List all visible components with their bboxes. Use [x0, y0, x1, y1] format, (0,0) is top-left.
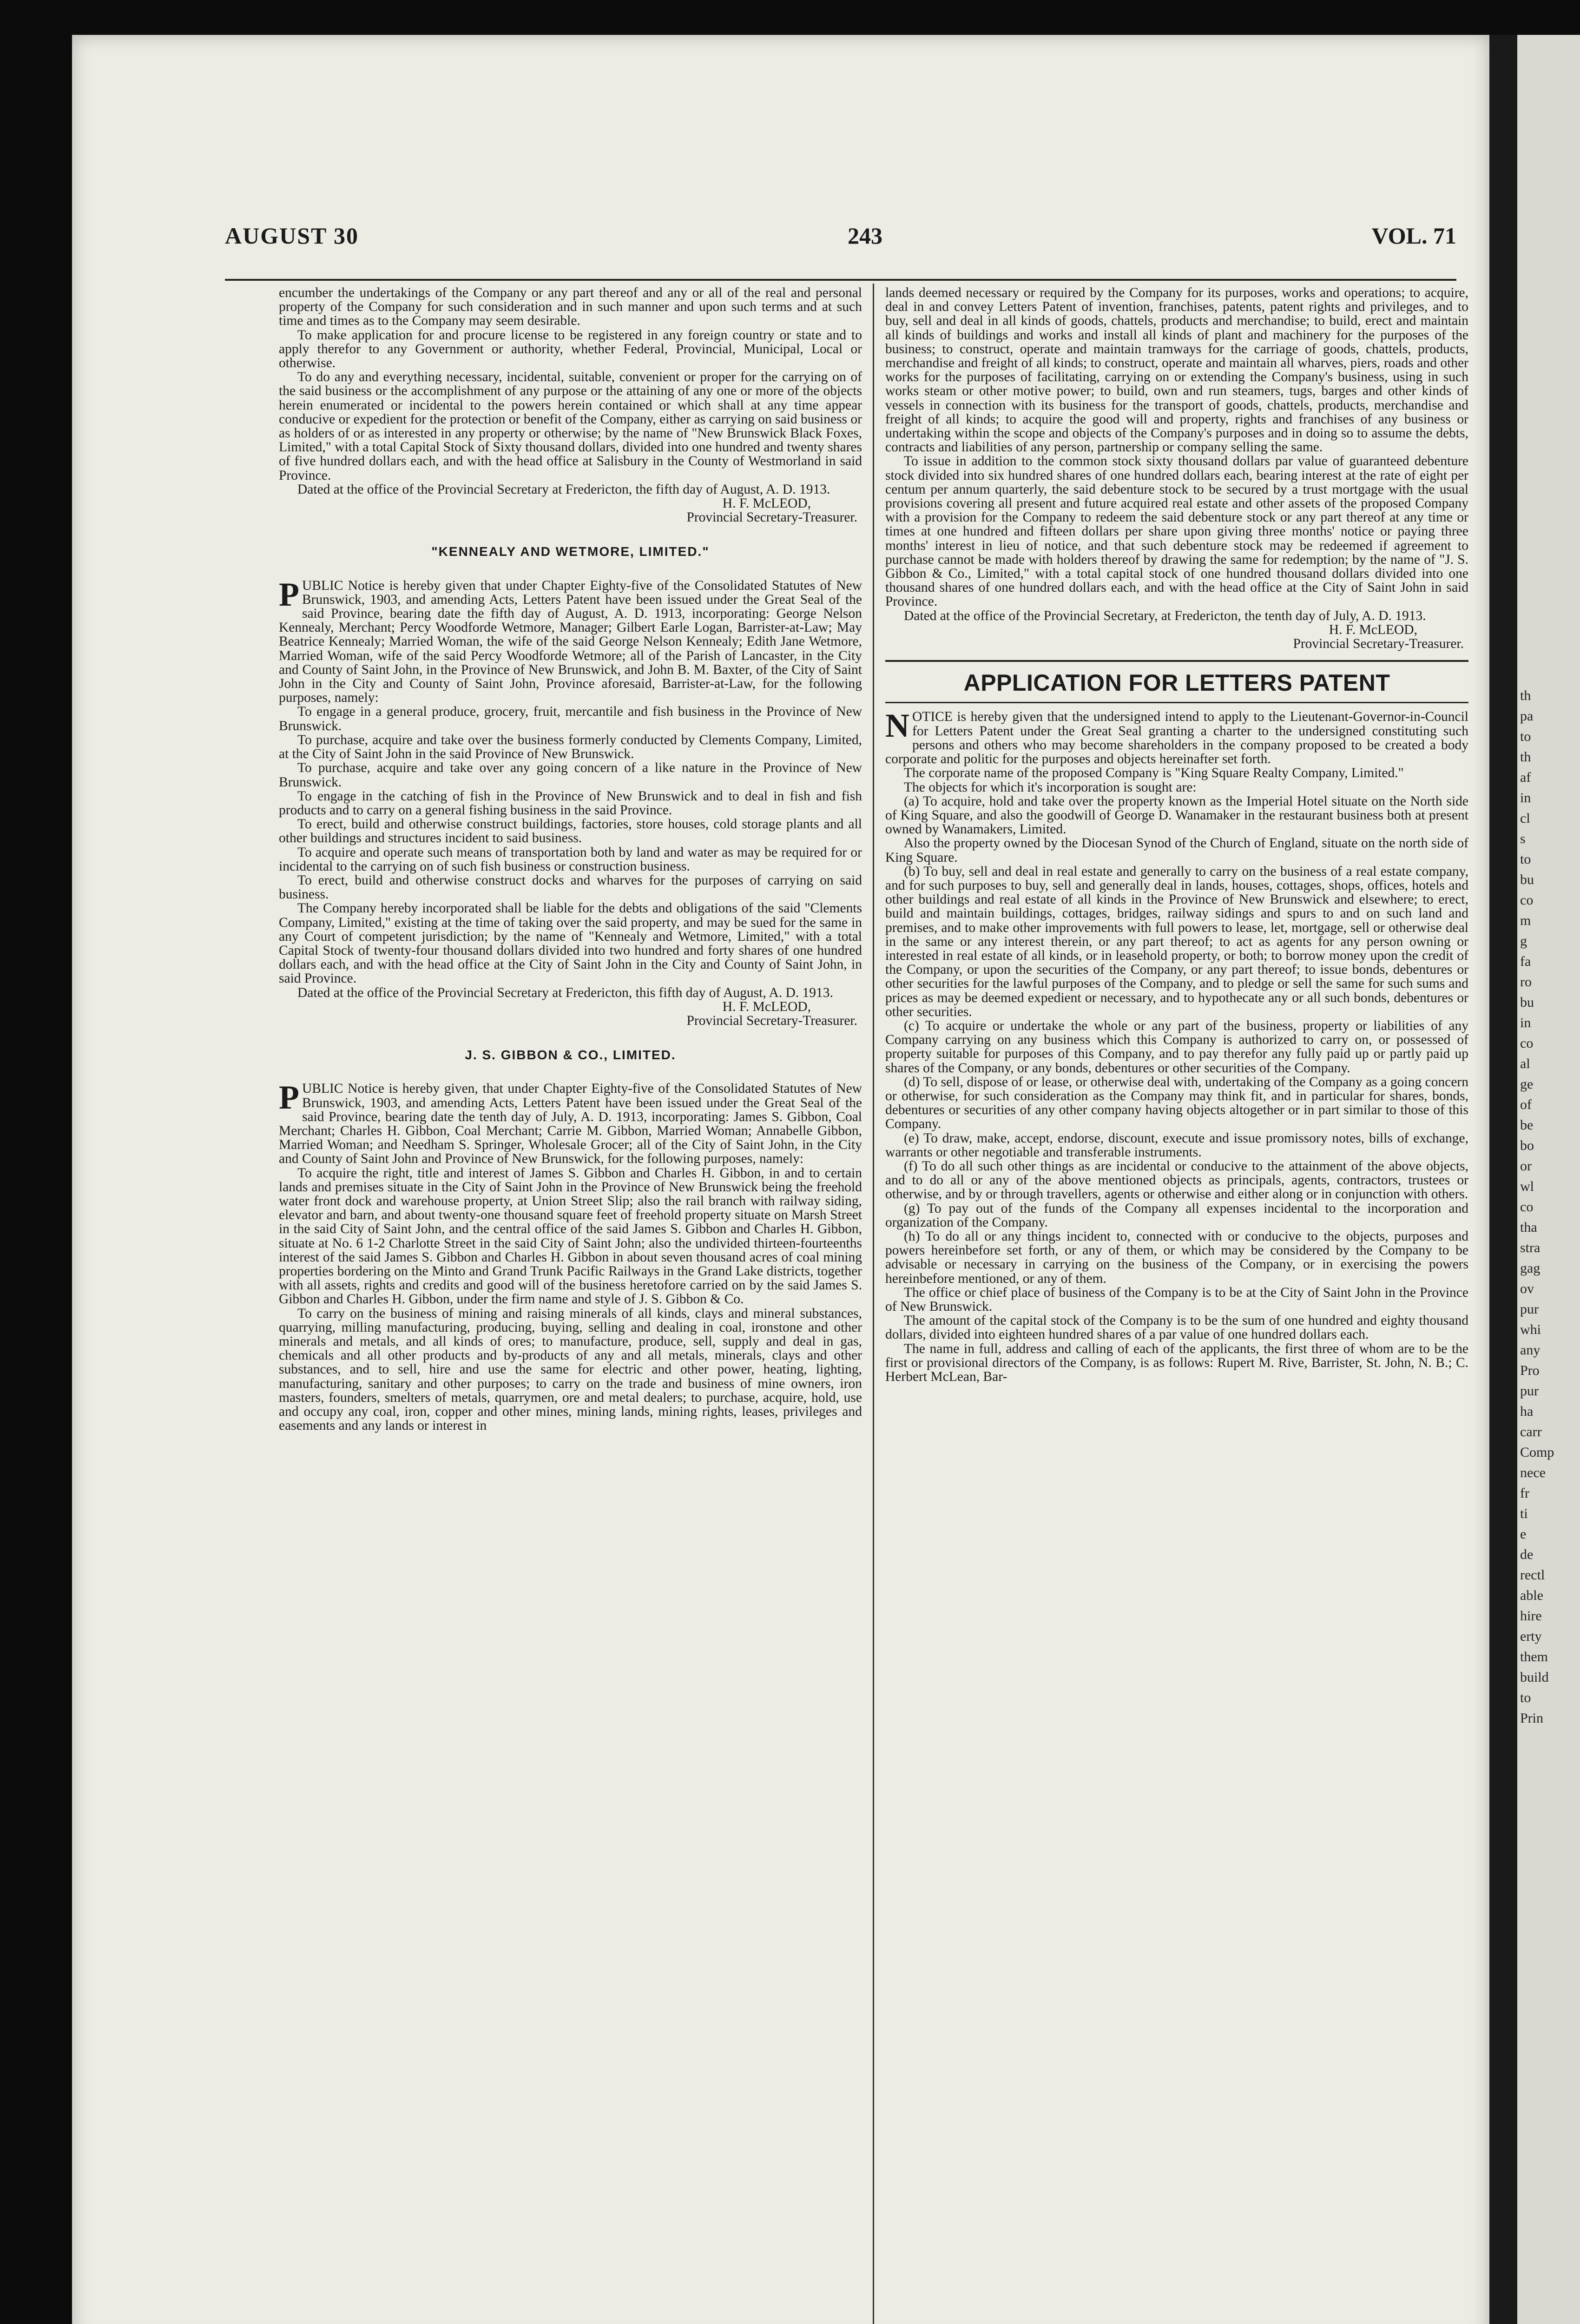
- next-page-fragment: af: [1520, 770, 1531, 785]
- next-page-fragment: rectl: [1520, 1567, 1545, 1583]
- next-page-fragment: hire: [1520, 1608, 1542, 1624]
- next-page-fragment: stra: [1520, 1240, 1540, 1255]
- notice-paragraph: (g) To pay out of the funds of the Company all expenses incidental to the incorporation and organization of the Company.: [885, 1201, 1468, 1230]
- kennealy-first-paragraph: [279, 575, 862, 706]
- next-page-fragment: Prin: [1520, 1710, 1544, 1726]
- next-page-fragment: fr: [1520, 1486, 1529, 1501]
- kennealy-paragraph: To erect, build and otherwise construct docks and wharves for the purposes of carrying on said business.: [279, 872, 862, 902]
- next-page-fragment: wl: [1520, 1179, 1534, 1194]
- next-page-fragment: ha: [1520, 1404, 1534, 1419]
- next-page-fragment: in: [1520, 1015, 1531, 1030]
- next-page-fragment: of: [1520, 1097, 1532, 1112]
- column-divider: [873, 284, 874, 2324]
- next-page-fragment: de: [1520, 1547, 1534, 1562]
- header-rule: [225, 279, 1456, 281]
- next-page-spacer: [1517, 35, 1580, 686]
- next-page-fragment: ov: [1520, 1281, 1534, 1296]
- signature-block-3: [885, 623, 1468, 651]
- kennealy-paragraph: To erect, build and otherwise construct buildings, factories, store houses, cold storage plants and all other buildings and structures incident to said business.: [279, 817, 862, 846]
- notice-paragraph: The amount of the capital stock of the Company is to be the sum of one hundred and eighty thousand dollars, divided into eighteen hundred shares of a par value of one hundred dollars each.: [885, 1313, 1468, 1342]
- next-page-fragment: m: [1520, 913, 1531, 928]
- signatory-name: H. F. McLEOD,: [1329, 622, 1417, 637]
- intro-paragraph-4: Dated at the office of the Provincial Secretary at Fredericton, the fifth day of August, A. D. 1913.: [297, 482, 830, 497]
- next-page-fragment: to: [1520, 729, 1531, 744]
- notice-paragraph: (d) To sell, dispose of or lease, or otherwise deal with, undertaking of the Company as a going concern or otherwise, for such consideration as the Company may think fit, and in particular for shares, bonds, debentures or securities of any other company having objects altogether or in part similar to those of this Company.: [885, 1074, 1468, 1132]
- page-number: 243: [848, 223, 882, 249]
- next-page-fragment: to: [1520, 1690, 1531, 1705]
- gibbon-continued-paragraph: lands deemed necessary or required by the Company for its purposes, works and operations; to acquire, deal in and convey Letters Patent of invention, franchises, patents, patent rights and privileges, and to buy, sell and deal in all kinds of goods, chattels, products and merchandise; to build, erect and maintain all kinds of buildings and works and install all kinds of plant and machinery for the purposes of the business; to construct, operate and maintain tramways for the carriage of goods, chattels, products, merchandise and freight of all kinds; to construct, operate and maintain all wharves, piers, roads and other works for the purposes of facilitating, carrying on or extending the Company's business, using in such works steam or other motive power; to build, own and run steamers, tugs, barges and other kinds of vessels in connection with its business for the transport of goods, chattels, products, merchandise and freight of all kinds; to acquire the good will and property, rights and franchises of any business or undertaking within the scope and objects of the Company's purposes and in doing so to assume the debts, contracts and liabilities of any person, partnership or company selling the same.: [885, 286, 1468, 455]
- next-page-fragment: e: [1520, 1526, 1527, 1542]
- gibbon-paragraph: To carry on the business of mining and raising minerals of all kinds, clays and mineral substances, quarrying, milling manufacturing, producing, buying, selling and dealing in coal, ironstone and other minerals and metals, and all kinds of ores; to manufacture, produce, sell, supply and deal in gas, chemicals and all other products and by-products of any and all metals, minerals, clays and other substances, and to sell, hire and use the same for electric and other power, heating, lighting, manufacturing, sanitary and other purposes; to carry on the trade and business of mine owners, iron masters, founders, smelters of metals, quarrymen, ore and metal dealers; to purchase, acquire, hold, use and occupy any coal, iron, copper and other mines, mining lands, mining rights, leases, privileges and easements and any lands or interest in: [279, 1306, 862, 1433]
- kennealy-paragraph: To purchase, acquire and take over any going concern of a like nature in the Province of New Brunswick.: [279, 760, 862, 790]
- notice-first-text: OTICE is hereby given that the undersigned intend to apply to the Lieutenant-Governor-in-Council for Letters Patent under the Great Seal granting a charter to the undersigned constituting such persons and others who may become shareholders in the company proposed to be created a body corporate and politic for the purposes and objects hereinafter set forth.: [885, 709, 1468, 767]
- kennealy-paragraph: To engage in the catching of fish in the Province of New Brunswick and to deal in fish and fish products and to carry on a general fishing business in the said Province.: [279, 788, 862, 818]
- next-page-fragment: al: [1520, 1056, 1530, 1071]
- adjacent-page-edge: [1517, 35, 1580, 2324]
- next-page-fragment: gag: [1520, 1261, 1540, 1276]
- gibbon-first-text: UBLIC Notice is hereby given, that under Chapter Eighty-five of the Consolidated Statutes of New Brunswick, 1903, and amending Acts, Letters Patent have been issued under the Great Seal of the said Province, bearing date the tenth day of July, A. D. 1913, incorporating: James S. Gibbon, Coal Merchant; Charles H. Gibbon, Coal Merchant; Carrie M. Gibbon, Married Woman; Annabelle Gibbon, Married Woman; and Needham S. Springer, Wholesale Grocer; all of the City of Saint John, in the City and County of Saint John and Province of New Brunswick, for the following purposes, namely:: [279, 1081, 862, 1167]
- kennealy-paragraph: To engage in a general produce, grocery, fruit, mercantile and fish business in the Province of New Brunswick.: [279, 704, 862, 733]
- intro-paragraph-3: To do any and everything necessary, incidental, suitable, convenient or proper for the carrying on of the said business or the accomplishment of any purpose or the attaining of any one or more of the objects herein enumerated or incidental to the powers herein contained or which shall at any time appear conducive or expedient for the protection or benefit of the Company, either as carrying on said business or as holders of or as interested in any property or otherwise; by the name of "New Brunswick Black Foxes, Limited," with a total Capital Stock of Sixty thousand dollars, divided into one hundred and twenty shares of five hundred dollars each, and with the head office at Salisbury in the County of Westmorland in said Province.: [279, 370, 862, 483]
- notice-first-paragraph: [885, 707, 1468, 767]
- gibbon-paragraph: To acquire the right, title and interest of James S. Gibbon and Charles H. Gibbon, in and to certain lands and premises situate in the City of Saint John in the Province of New Brunswick being the freehold water front dock and warehouse property, at Union Street Slip; also the rail branch with railway siding, elevator and barn, and about twenty-one thousand square feet of freehold property situate on Marsh Street in the said City of Saint John, and the central office of the said James S. Gibbon and Charles H. Gibbon, situate at No. 6 1-2 Charlotte Street in the said City of Saint John; also the undivided thirteen-fourteenths interest of the said James S. Gibbon and Charles H. Gibbon in about seven thousand acres of coal mining properties bordering on the Minto and Grand Trunk Pacific Railways in the Grand Lake districts, together with all assets, rights and credits and good will of the business heretofore carried on by the said James S. Gibbon and Charles H. Gibbon, under the firm name and style of J. S. Gibbon & Co.: [279, 1165, 862, 1307]
- signatory-title: Provincial Secretary-Treasurer.: [686, 1013, 857, 1028]
- next-page-fragment: cl: [1520, 811, 1530, 826]
- next-page-fragment: co: [1520, 892, 1534, 908]
- signature-block-2: [279, 1000, 862, 1028]
- next-page-fragment: Pro: [1520, 1363, 1540, 1378]
- notice-paragraph: The objects for which it's incorporation is sought are:: [904, 779, 1197, 795]
- signatory-name: H. F. McLEOD,: [722, 999, 811, 1014]
- application-banner: APPLICATION FOR LETTERS PATENT: [963, 670, 1390, 696]
- intro-paragraph-1: encumber the undertakings of the Company or any part thereof and any or all of the real and personal property of the Company for such consideration and in such manner and upon such terms and at such time and times as to the Company may seem desirable.: [279, 286, 862, 329]
- signature-block-1: [279, 496, 862, 524]
- kennealy-notice-title: "KENNEALY AND WETMORE, LIMITED.": [431, 544, 710, 559]
- notice-paragraph: (e) To draw, make, accept, endorse, discount, execute and issue promissory notes, bills of exchange, warrants or other negotiable and transferable instruments.: [885, 1130, 1468, 1160]
- next-page-fragment: tha: [1520, 1220, 1537, 1235]
- next-page-fragment: Comp: [1520, 1445, 1554, 1460]
- notice-paragraph: The office or chief place of business of the Company is to be at the City of Saint John in the Province of New Brunswick.: [885, 1285, 1468, 1314]
- next-page-fragment: any: [1520, 1342, 1540, 1358]
- next-page-fragment: g: [1520, 933, 1527, 949]
- kennealy-paragraph: To purchase, acquire and take over the business formerly conducted by Clements Company, Limited, at the City of Saint John in the said Province of New Brunswick.: [279, 732, 862, 762]
- signatory-title: Provincial Secretary-Treasurer.: [686, 510, 857, 525]
- next-page-fragment: co: [1520, 1199, 1534, 1215]
- next-page-fragment: carr: [1520, 1424, 1542, 1439]
- notice-paragraph: (f) To do all such other things as are incidental or conducive to the attainment of the above objects, and to do all or any of the above mentioned objects as principals, agents, contractors, trustees or otherwise, and by or through travellers, agents or otherwise and either along or in conjunction with others.: [885, 1158, 1468, 1202]
- volume-number: VOL. 71: [1371, 223, 1456, 249]
- next-page-fragment: them: [1520, 1649, 1548, 1664]
- intro-paragraph-2: To make application for and procure license to be registered in any foreign country or state and to apply therefor to any Government or authority, whether Federal, Provincial, Municipal, Local or otherwise.: [279, 327, 862, 371]
- binding-gutter: [1489, 35, 1517, 2324]
- gibbon-notice-title: J. S. GIBBON & CO., LIMITED.: [465, 1048, 676, 1063]
- next-page-fragment: in: [1520, 790, 1531, 805]
- kennealy-first-text: UBLIC Notice is hereby given that under Chapter Eighty-five of the Consolidated Statutes of New Brunswick, 1903, and amending Acts, Letters Patent have been issued under the Great Seal of the said Province, bearing date the fifth day of August, A. D. 1913, incorporating: George Nelson Kennealy, Merchant; Percy Woodforde Wetmore, Manager; Gilbert Earle Logan, Barrister-at-Law; May Beatrice Kennealy; Married Woman, the wife of the said George Nelson Kennealy; Edith Jane Wetmore, Married Woman, wife of the said Percy Woodforde Wetmore; all of the Parish of Lancaster, in the City and County of Saint John, in the Province of New Brunswick, and John B. M. Baxter, of the City of Saint John in the City and County of Saint John, Province aforesaid, Barrister-at-Law, for the following purposes, namely:: [279, 578, 862, 706]
- next-page-fragment: build: [1520, 1670, 1549, 1685]
- notice-paragraph: (a) To acquire, hold and take over the property known as the Imperial Hotel situate on the North side of King Square, and also the goodwill of George D. Wanamaker in the restaurant business both at present owned by Wanamakers, Limited.: [885, 793, 1468, 837]
- next-page-fragment: bu: [1520, 995, 1534, 1010]
- notice-paragraph: The name in full, address and calling of each of the applicants, the first three of whom are to be the first or provisional directors of the Company, is as follows: Rupert M. Rive, Barrister, St. John, N. B.; C. Herbert McLean, Bar-: [885, 1341, 1468, 1385]
- next-page-fragment: able: [1520, 1588, 1543, 1603]
- header-date: AUGUST 30: [225, 223, 359, 249]
- gibbon-continued-paragraph: Dated at the office of the Provincial Secretary, at Fredericton, the tenth day of July, A. D. 1913.: [904, 608, 1426, 623]
- drop-cap: P: [279, 1079, 299, 1116]
- drop-cap: N: [885, 707, 909, 745]
- kennealy-paragraph: To acquire and operate such means of transportation both by land and water as may be required for or incidental to the carrying on of such fish business or construction business.: [279, 845, 862, 874]
- next-page-fragment: fa: [1520, 954, 1531, 969]
- drop-cap: P: [279, 575, 299, 613]
- kennealy-paragraph: The Company hereby incorporated shall be liable for the debts and obligations of the said "Clements Company, Limited," existing at the time of taking over the said property, and may be sued for the same in any Court of competent jurisdiction; by the name of "Kennealy and Wetmore, Limited," with a total Capital Stock of twenty-four thousand dollars divided into two hundred and forty shares of one hundred dollars each, and with the head office at the City of Saint John in the City and County of Saint John, in said Province.: [279, 901, 862, 986]
- notice-paragraph: (h) To do all or any things incident to, connected with or conducive to the objects, purposes and powers hereinbefore set forth, or any of them, or which may be considered by the Company to be advisable or necessary in carrying on the business of the Company, or in exercising the powers hereinbefore mentioned, or any of them.: [885, 1229, 1468, 1286]
- notice-paragraph: (c) To acquire or undertake the whole or any part of the business, property or liabilities of any Company carrying on any business which this Company is authorized to carry on, or possessed of property suitable for purposes of this Company, and to pay therefor any fully paid up or partly paid up shares of the Company, or any bonds, debentures or other securities of the Company.: [885, 1018, 1468, 1076]
- signatory-title: Provincial Secretary-Treasurer.: [1293, 636, 1464, 652]
- next-page-fragment: pa: [1520, 708, 1534, 724]
- notice-paragraph: Also the property owned by the Diocesan Synod of the Church of England, situate on the north side of King Square.: [885, 836, 1468, 865]
- notice-paragraph: (b) To buy, sell and deal in real estate and generally to carry on the business of a real estate company, and for such purposes to buy, sell and generally deal in lands, houses, cottages, shops, offices, hotels and other buildings and real estate of all kinds in the Province of New Brunswick and elsewhere; to erect, build and maintain buildings, cottages, bridges, railway sidings and spurs to and on such land and premises, and to make other improvements with full powers to lease, let, mortgage, sell or otherwise deal in the same or any interest therein, or any part thereof; to act as agents for any person owning or interested in real estate of all kinds, or in leasehold property, or both; to borrow money upon the credit of the Company, or upon the securities of the Company, or any part thereof; to issue bonds, debentures or other securities for the lawful purposes of the Company, and to pledge or sell the same for such sums and prices as may be deemed expedient or necessary, and to hypothecate any or all such bonds, debentures or other securities.: [885, 864, 1468, 1019]
- next-page-fragment: erty: [1520, 1629, 1542, 1644]
- page-header: [225, 222, 1456, 256]
- next-page-fragment: ro: [1520, 974, 1532, 990]
- right-column: [885, 286, 1468, 2322]
- notice-paragraph: The corporate name of the proposed Company is "King Square Realty Company, Limited.": [904, 766, 1404, 781]
- next-page-fragment: ti: [1520, 1506, 1528, 1521]
- next-page-fragment: bu: [1520, 872, 1534, 887]
- next-page-fragment: th: [1520, 688, 1531, 703]
- next-page-fragment: whi: [1520, 1322, 1541, 1337]
- next-page-fragment: th: [1520, 749, 1531, 765]
- next-page-fragment: be: [1520, 1117, 1534, 1133]
- next-page-fragment: nece: [1520, 1465, 1546, 1480]
- next-page-fragment: co: [1520, 1036, 1534, 1051]
- next-page-fragment: pur: [1520, 1383, 1539, 1399]
- gibbon-continued-paragraph: To issue in addition to the common stock sixty thousand dollars par value of guaranteed debenture stock divided into six hundred shares of one hundred dollars each, bearing interest at the rate of eight per centum per annum quarterly, the said debenture stock to be secured by a trust mortgage with the usual provisions covering all present and future acquired real estate and other assets of the proposed Company with a provision for the Company to redeem the said debenture stock or any part thereof at any time or times at one hundred and fifteen dollars per share upon giving three months' notice or paying three months' interest in lieu of notice, and that such debenture stock may be redeemed if agreement to purchase cannot be made with holders thereof by drawing the same for redemption; by the name of "J. S. Gibbon & Co., Limited," with a total capital stock of one hundred thousand dollars divided into one thousand shares of one hundred dollars each, and with the head office at the City of Saint John in said Province.: [885, 454, 1468, 609]
- next-page-fragment: pur: [1520, 1301, 1539, 1317]
- signatory-name: H. F. McLEOD,: [722, 496, 811, 511]
- kennealy-paragraph: Dated at the office of the Provincial Secretary at Fredericton, this fifth day of August, A. D. 1913.: [297, 985, 833, 1000]
- next-page-fragment: to: [1520, 852, 1531, 867]
- left-column: [279, 286, 862, 2322]
- next-page-fragment: bo: [1520, 1138, 1534, 1153]
- gibbon-first-paragraph: [279, 1079, 862, 1167]
- next-page-fragment: or: [1520, 1158, 1532, 1174]
- next-page-fragment: ge: [1520, 1076, 1534, 1092]
- next-page-fragment: s: [1520, 831, 1526, 846]
- section-rule-top: [885, 660, 1468, 662]
